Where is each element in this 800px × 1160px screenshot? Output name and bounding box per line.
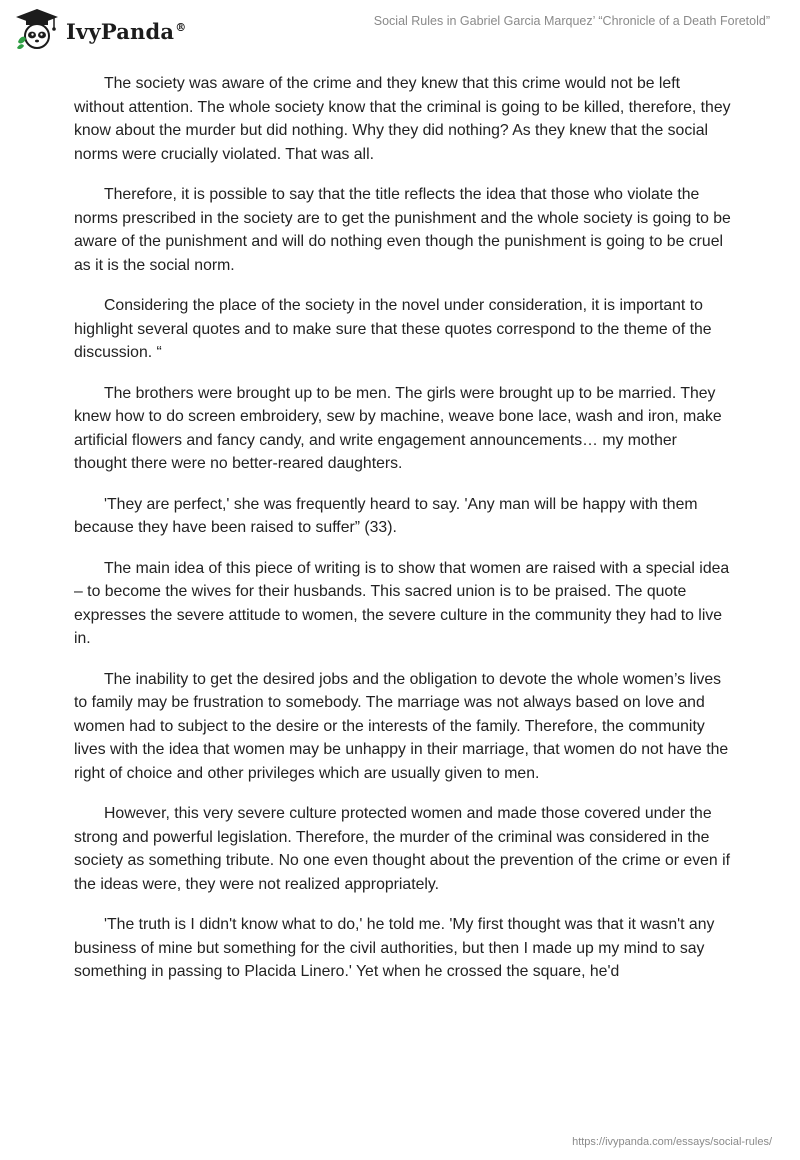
paragraph: However, this very severe culture protected women and made those covered under the strong and powerful legislation. Therefore, the murder of the criminal was considered in the society as something tribute. No one even thought about the prevention of the crime or even if the ideas were, they were not realized appropriately. (74, 805, 730, 893)
page-header (0, 0, 800, 60)
paragraph: The main idea of this piece of writing is to show that women are raised with a special idea – to become the wives for their husbands. This sacred union is to be praised. The quote expresses the severe attitude to women, the severe culture in the community they had to live in. (74, 559, 730, 647)
logo-text: IvyPanda® (66, 18, 187, 44)
quote-paragraph: 'They are perfect,' she was frequently heard to say. 'Any man will be happy with them because they have been raised to suffer” (33). (74, 495, 698, 536)
paragraph: Therefore, it is possible to say that the title reflects the idea that those who violate the norms prescribed in the society are to get the punishment and the whole society is going to be aware of the punishment and will do nothing even though the punishment is going to be cruel as it is the social norm. (74, 186, 731, 274)
quote-paragraph: 'The truth is I didn't know what to do,' he told me. 'My first thought was that it wasn't any business of mine but something for the civil authorities, but then I made up my mind to say something in passing to Placida Linero.' Yet when he crossed the square, he'd (74, 916, 715, 980)
document-title: Social Rules in Gabriel Garcia Marquez’ “Chronicle of a Death Foretold” (373, 14, 770, 28)
ivypanda-logo[interactable] (14, 8, 186, 50)
paragraph: The inability to get the desired jobs and the obligation to devote the whole women’s lives to family may be frustration to somebody. The marriage was not always based on love and women had to subject to the desire or the interests of the family. Therefore, the community lives with the idea that women may be unhappy in their marriage, that women do not have the right of choice and other privileges which are usually given to men. (74, 670, 729, 782)
essay-body (74, 72, 734, 1001)
registered-mark: ® (175, 20, 187, 34)
source-url[interactable]: https://ivypanda.com/essays/social-rules/ (572, 1136, 772, 1148)
quote-paragraph: The brothers were brought up to be men. The girls were brought up to be married. They knew how to do screen embroidery, sew by machine, weave bone lace, wash and iron, make artificial flowers and fancy candy, and write engagement announcements… my mother thought there were no better-reared daughters. (74, 384, 722, 472)
panda-graduation-icon (14, 8, 60, 50)
paragraph: The society was aware of the crime and they knew that this crime would not be left without attention. The whole society know that the criminal is going to be killed, therefore, they know about the murder but did nothing. Why they did nothing? As they knew that the social norms were crucially violated. That was all. (74, 75, 731, 163)
paragraph: Considering the place of the society in the novel under consideration, it is important to highlight several quotes and to make sure that these quotes correspond to the theme of the discussion. “ (74, 297, 712, 361)
